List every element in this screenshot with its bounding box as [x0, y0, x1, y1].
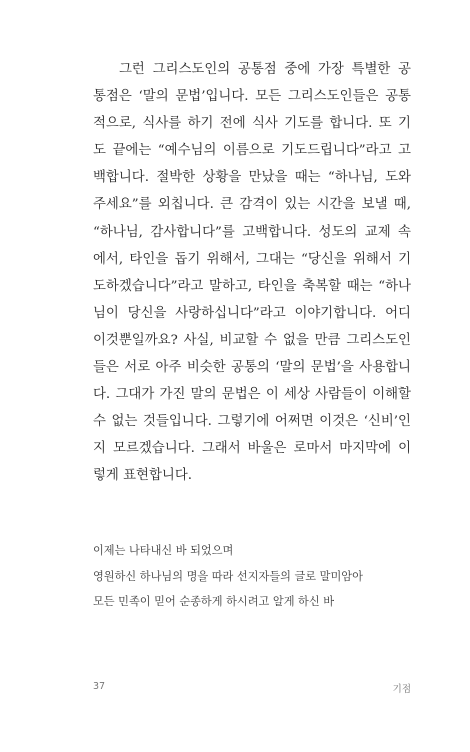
paragraph-line: 적으로, 식사를 하기 전에 식사 기도를 합니다. 또 기 [93, 116, 411, 132]
paragraph-line: 님이 당신을 사랑하십니다”라고 이야기합니다. 어디 [93, 305, 411, 321]
paragraph-line: 들은 서로 아주 비슷한 공통의 ‘말의 문법’을 사용합니 [93, 360, 411, 376]
page-number: 37 [93, 681, 106, 692]
paragraph-line: 수 없는 것들입니다. 그렇기에 어쩌면 이것은 ‘신비’인 [93, 414, 411, 430]
quote-line: 이제는 나타내신 바 되었으며 [93, 544, 234, 557]
paragraph-line: 주세요”를 외칩니다. 큰 감격이 있는 시간을 보낼 때, [93, 197, 411, 213]
paragraph-line: 에서, 타인을 돕기 위해서, 그대는 “당신을 위해서 기 [93, 251, 411, 267]
body-paragraph [93, 56, 411, 490]
page-footer [93, 681, 411, 697]
quote-line: 영원하신 하나님의 명을 따라 선지자들의 글로 말미암아 [93, 569, 363, 583]
quote-line: 모든 민족이 믿어 순종하게 하시려고 알게 하신 바 [93, 595, 335, 608]
paragraph-line: “하나님, 감사합니다”를 고백합니다. 성도의 교제 속 [93, 224, 411, 240]
paragraph-line: 지 모르겠습니다. 그래서 바울은 로마서 마지막에 이 [93, 441, 411, 457]
paragraph-line: 도 끝에는 “예수님의 이름으로 기도드립니다”라고 고 [93, 143, 411, 159]
running-head: 기점 [392, 684, 411, 695]
paragraph-line: 이것뿐일까요? 사실, 비교할 수 없을 만큼 그리스도인 [93, 332, 411, 348]
scripture-quote [93, 538, 413, 615]
paragraph-line: 백합니다. 절박한 상황을 만났을 때는 “하나님, 도와 [93, 170, 411, 186]
paragraph-line: 통점은 ‘말의 문법’입니다. 모든 그리스도인들은 공통 [93, 89, 411, 105]
paragraph-line: 다. 그대가 가진 말의 문법은 이 세상 사람들이 이해할 [93, 387, 411, 403]
paragraph-line: 도하겠습니다”라고 말하고, 타인을 축복할 때는 “하나 [93, 278, 411, 294]
paragraph-line: 그런 그리스도인의 공통점 중에 가장 특별한 공 [119, 62, 411, 77]
paragraph-line: 렇게 표현합니다. [93, 468, 193, 484]
